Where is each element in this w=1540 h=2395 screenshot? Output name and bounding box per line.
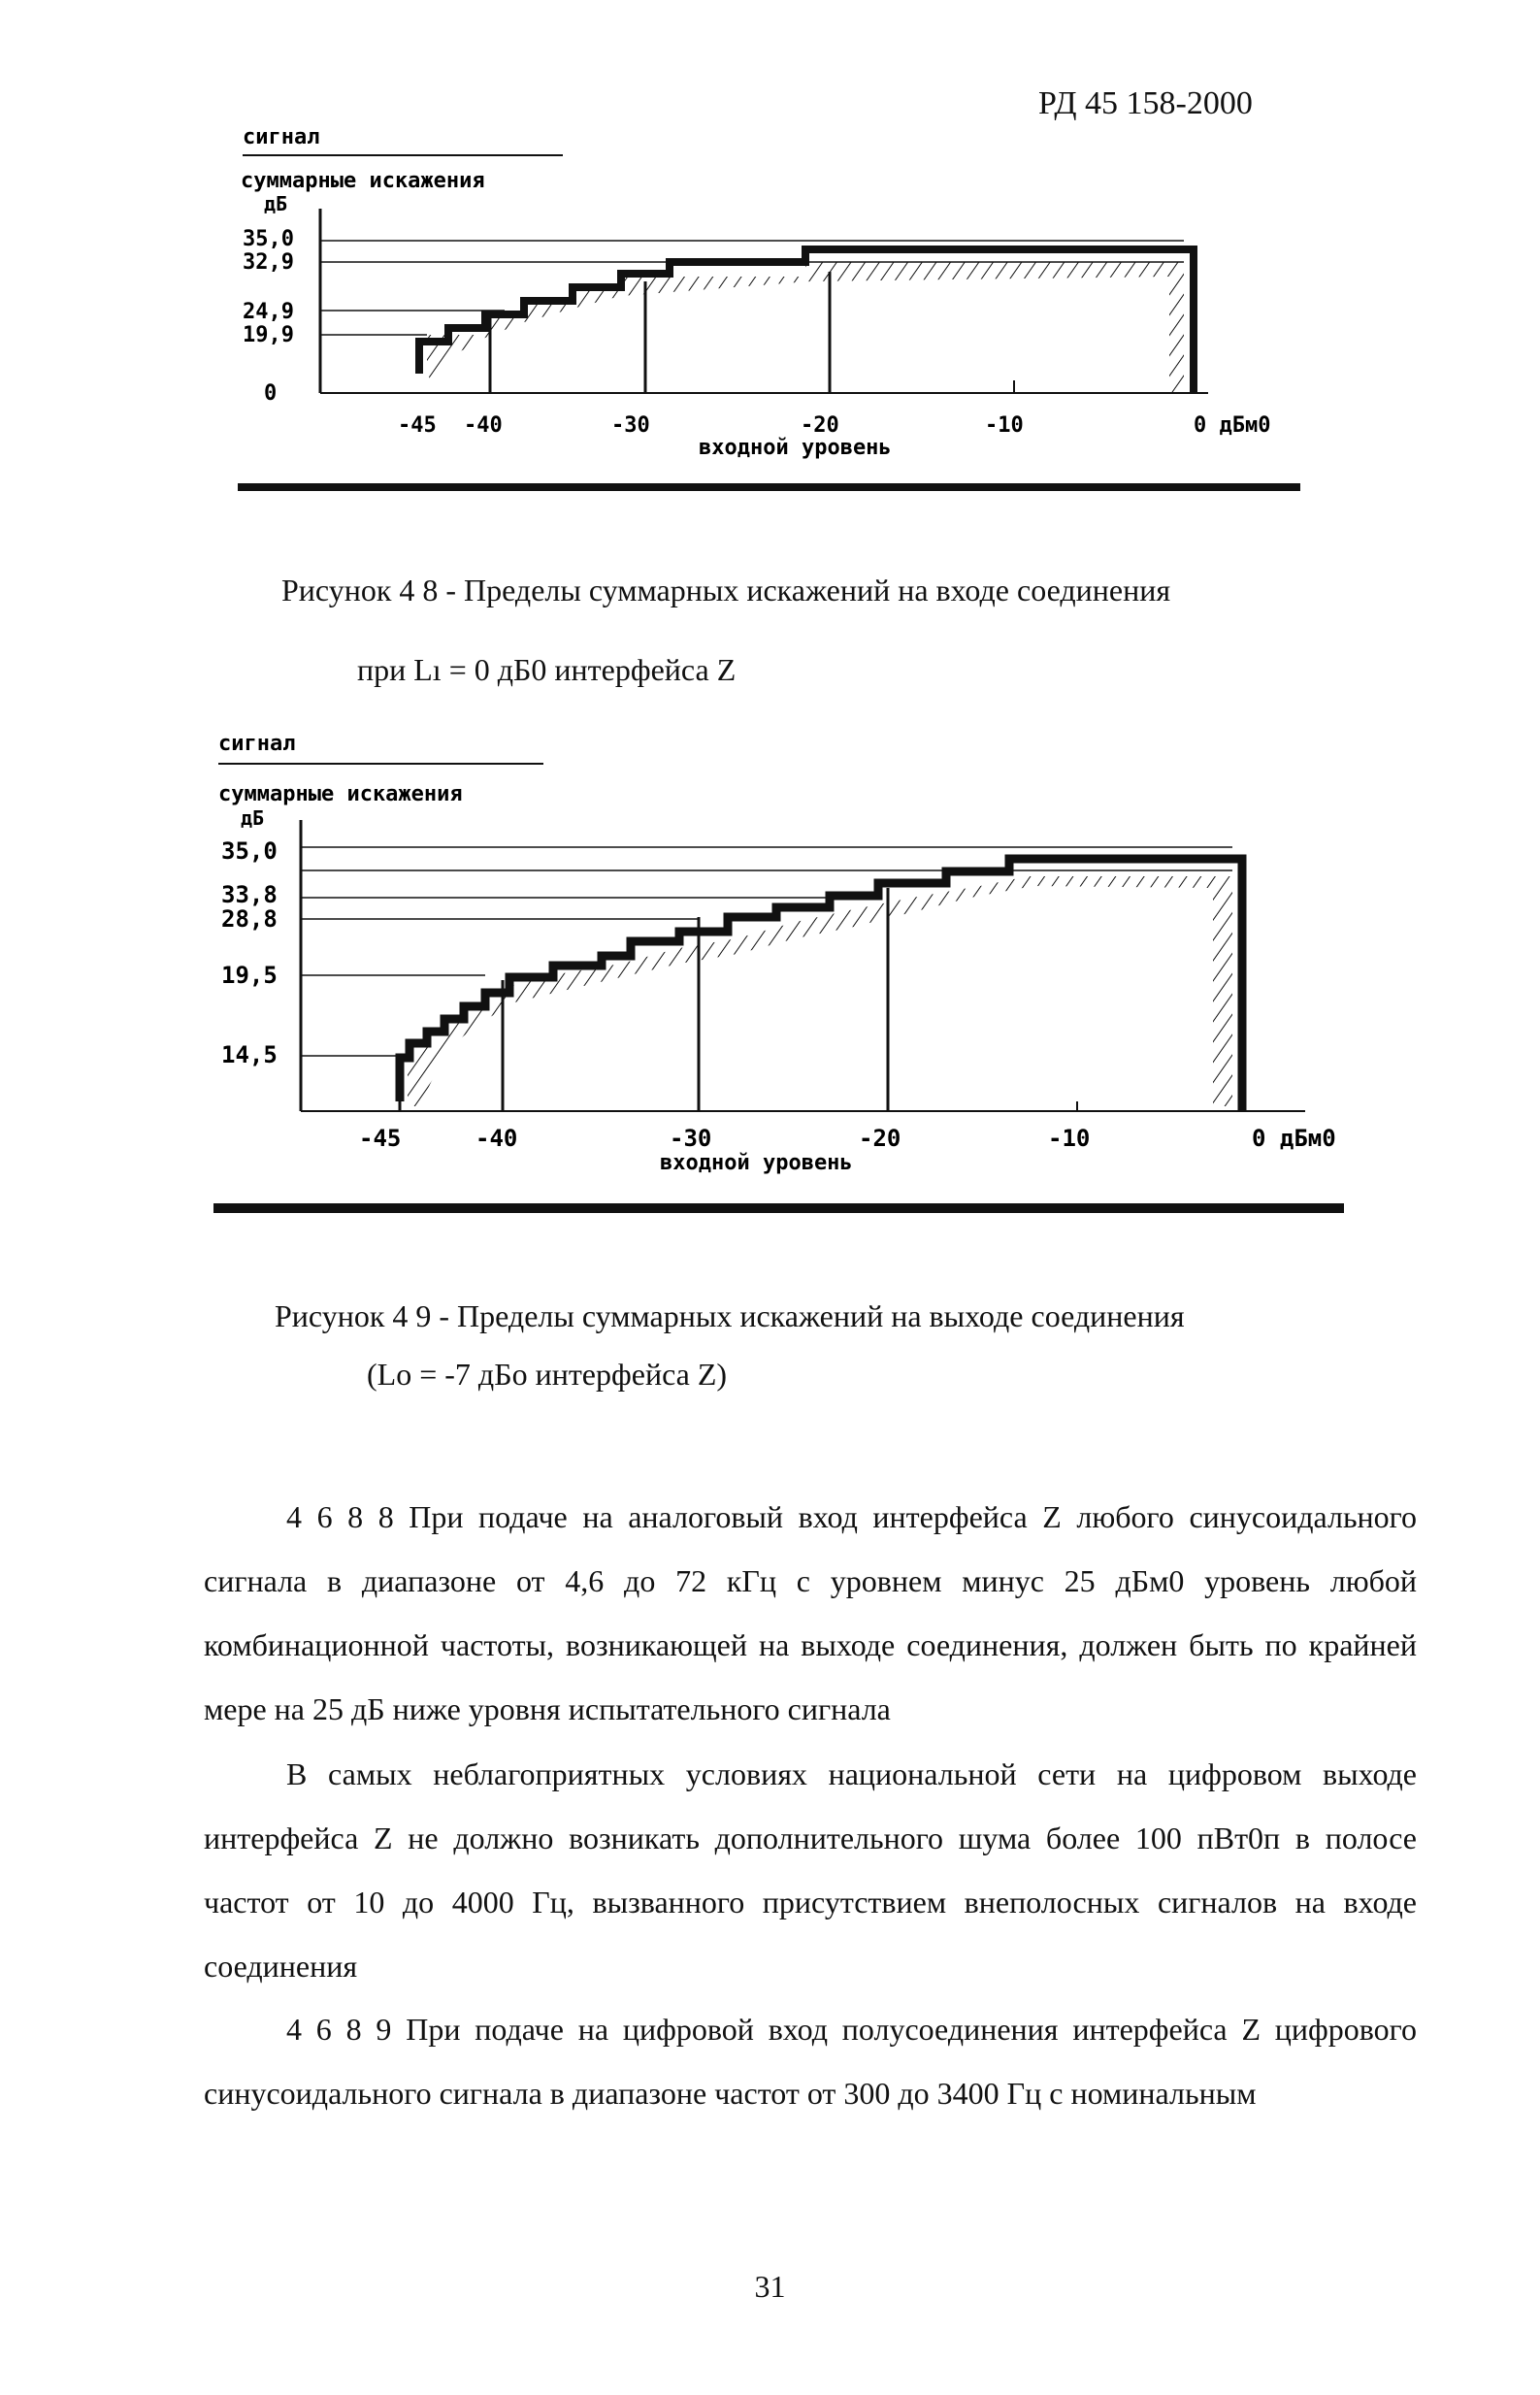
- y-tick: 14,5: [221, 1041, 278, 1068]
- paragraph-4-6-8-9: 4 6 8 9 При подаче на цифровой вход полусоединения интерфейса Z цифрового синусоидального сигнала в диапазоне частот от 300 до 3400 Гц с номинальным: [204, 2012, 1417, 2111]
- distortion-label: суммарные искажения: [218, 782, 463, 806]
- unit-label: дБ: [241, 806, 265, 830]
- figure-1-caption: Рисунок 4 8 - Пределы суммарных искажений на входе соединения: [281, 573, 1171, 607]
- y-tick: 32,9: [243, 250, 294, 275]
- hatched-area: [427, 262, 1184, 393]
- y-tick: 28,8: [221, 905, 278, 933]
- figure-2: [0, 723, 1540, 1228]
- x-tick: 0 дБм0: [1194, 413, 1271, 438]
- unit-label: дБ: [264, 192, 288, 215]
- figure-2-chart: [0, 723, 1540, 1228]
- y-tick: 33,8: [221, 881, 278, 908]
- x-tick: -40: [464, 413, 503, 438]
- y-tick: 24,9: [243, 300, 294, 324]
- y-tick: 0: [264, 381, 278, 406]
- figure-2-caption: Рисунок 4 9 - Пределы суммарных искажений на выходе соединения: [275, 1298, 1185, 1333]
- signal-label: сигнал: [218, 732, 296, 756]
- x-tick: 0 дБм0: [1252, 1125, 1336, 1152]
- signal-label: сигнал: [243, 125, 320, 149]
- x-tick: -45: [398, 413, 437, 438]
- y-tick: 35,0: [243, 227, 294, 251]
- y-tick: 19,9: [243, 323, 294, 347]
- y-tick: 35,0: [221, 837, 278, 865]
- figure-2-caption-line2: (Lo = -7 дБо интерфейса Z): [367, 1357, 728, 1392]
- figure-1: [0, 116, 1540, 505]
- x-axis-label: входной уровень: [660, 1151, 853, 1175]
- paragraph-4-6-8-8: 4 6 8 8 При подаче на аналоговый вход интерфейса Z любого синусоидального сигнала в диапазоне от 4,6 до 72 кГц с уровнем минус 25 дБм0 уровень любой комбинационной частоты, возникающей на выходе соединения, должен быть по крайней мере на 25 дБ ниже уровня испытательного сигнала: [204, 1499, 1417, 1726]
- x-axis-label: входной уровень: [699, 436, 892, 460]
- y-tick: 19,5: [221, 962, 278, 989]
- x-tick: -30: [670, 1125, 712, 1152]
- distortion-label: суммарные искажения: [241, 169, 485, 193]
- x-tick: -45: [359, 1125, 402, 1152]
- document-id: РД 45 158-2000: [1038, 85, 1253, 121]
- x-tick: -20: [801, 413, 839, 438]
- figure-divider: [238, 483, 1300, 491]
- x-tick: -30: [611, 413, 650, 438]
- x-tick: -10: [985, 413, 1024, 438]
- x-tick: -40: [475, 1125, 518, 1152]
- x-tick: -20: [859, 1125, 901, 1152]
- paragraph-noise: В самых неблагоприятных условиях национальной сети на цифровом выходе интерфейса Z не должно возникать дополнительного шума более 100 пВт0п в полосе частот от 10 до 4000 Гц, вызванного присутствием внеполосных сигналов на входе соединения: [204, 1756, 1417, 1984]
- x-tick: -10: [1048, 1125, 1091, 1152]
- figure-1-caption-line2: при Lı = 0 дБ0 интерфейса Z: [357, 652, 737, 687]
- page-number: 31: [754, 2269, 786, 2304]
- figure-1-chart: [0, 116, 1540, 505]
- figure-divider: [213, 1203, 1344, 1213]
